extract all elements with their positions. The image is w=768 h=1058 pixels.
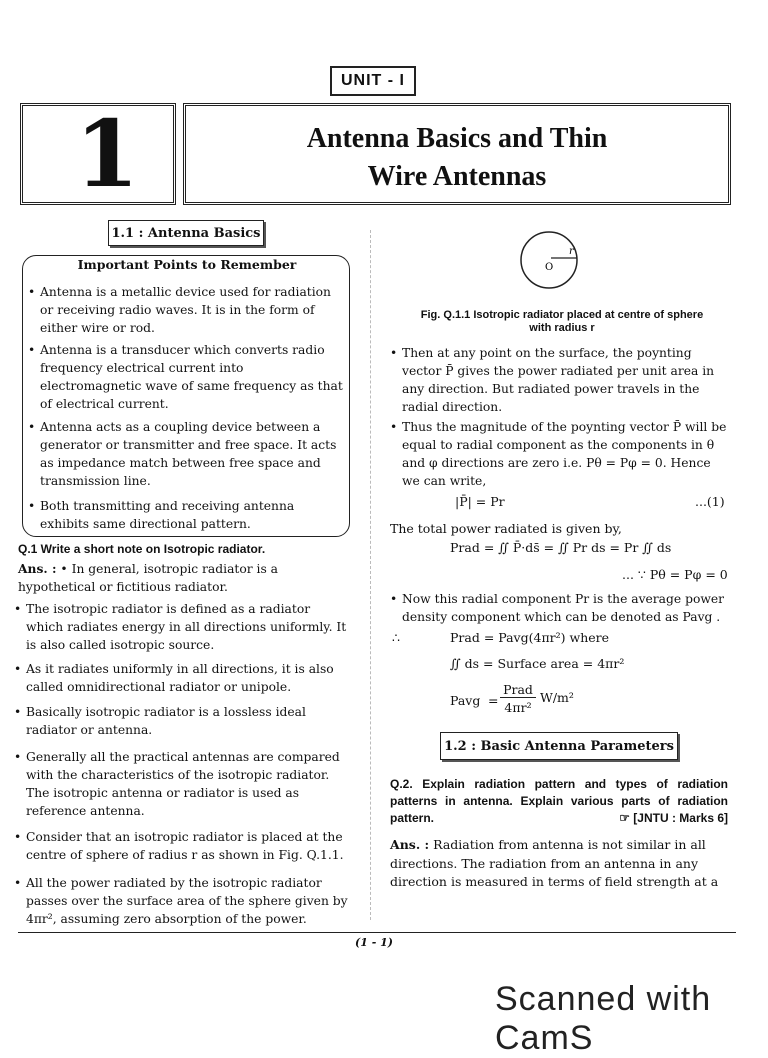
important-points-title: Important Points to Remember (77, 257, 297, 272)
radius-label: r (569, 246, 574, 257)
section-heading-1-1: 1.1 : Antenna Basics (108, 220, 264, 246)
origin-label: O (545, 262, 554, 273)
answer-1-bullet: • The isotropic radiator is defined as a radiator which radiates energy in all directions uniformly. It is also called isotropic source. (14, 602, 347, 652)
bullet-dot-icon: • (14, 876, 22, 890)
question-1: Q.1 Write a short note on Isotropic radiator. (18, 542, 266, 556)
equation-4: ∬ ds = Surface area = 4πr² (450, 656, 625, 671)
chapter-title-line1: Antenna Basics and Thin (306, 123, 608, 154)
bullet-dot-icon: • (14, 705, 22, 719)
answer-1-intro: Ans. : • In general, isotropic radiator is a hypothetical or fictitious radiator. (18, 561, 279, 594)
bullet-dot-icon: • (14, 662, 22, 676)
bullet-dot-icon: • (14, 830, 22, 844)
bullet-dot-icon: • (28, 499, 36, 513)
chapter-title-box (183, 103, 731, 205)
unit-label: UNIT - I (330, 66, 416, 96)
answer-1-bullet: • Consider that an isotropic radiator is placed at the centre of sphere of radius r as shown in Fig. Q.1.1. (14, 830, 344, 862)
bullet-dot-icon: • (14, 602, 22, 616)
equation-2: Prad = ∬ P̄·ds̄ = ∬ Pr ds = Pr ∬ ds (450, 540, 672, 555)
equation-5-lhs: Pavg (450, 693, 481, 708)
chapter-number-box (20, 100, 176, 208)
answer-2: Ans. : Radiation from antenna is not similar in all directions. The radiation from an antenna in any direction is measured in terms of field strength at a (390, 837, 719, 889)
page-number: (1 - 1) (355, 936, 393, 949)
bullet-dot-icon: • (14, 750, 22, 764)
bullet-dot-icon: • (390, 420, 398, 434)
paragraph-bullet: • Then at any point on the surface, the poynting vector P̄ gives the power radiated per unit area in any direction. But radiated power travels in the radial direction. (390, 346, 715, 414)
page-bottom-rule (18, 932, 736, 933)
question-2: Q.2. Explain radiation pattern and types of radiation patterns in antenna. Explain various parts of radiation pattern. ☞ [JNTU : Marks 6] (390, 777, 728, 825)
paragraph-bullet: • Thus the magnitude of the poynting vector P̄ will be equal to radial component as the components in θ and φ directions are zero i.e. Pθ = Pφ = 0. Hence we can write, (390, 420, 727, 488)
chapter-number: 1 (75, 100, 140, 208)
figure-caption: Fig. Q.1.1 Isotropic radiator placed at centre of sphere with radius r (420, 309, 704, 334)
point-item: • Antenna is a transducer which converts radio frequency electrical current into electromagnetic wave of same frequency as that of electrical current. (28, 343, 343, 411)
equation-5-numerator: Prad (500, 682, 536, 698)
column-divider (370, 230, 371, 920)
paragraph-bullet: • Now this radial component Pr is the average power density component which can be denoted as Pavg . (390, 592, 725, 624)
exam-tag: ☞ [JNTU : Marks 6] (619, 811, 728, 825)
point-item: • Antenna is a metallic device used for radiation or receiving radio waves. It is in the form of either wire or rod. (28, 285, 331, 335)
bullet-dot-icon: • (28, 285, 36, 299)
section-heading-1-2: 1.2 : Basic Antenna Parameters (440, 732, 678, 760)
point-item: • Both transmitting and receiving antenna exhibits same directional pattern. (28, 499, 295, 531)
sphere-circle (521, 232, 577, 288)
bullet-dot-icon: • (390, 592, 398, 606)
sphere-figure (515, 228, 585, 290)
equation-3: Prad = Pavg(4πr²) where (450, 630, 610, 645)
answer-1-bullet: • All the power radiated by the isotropic radiator passes over the surface area of the sphere given by 4πr², assuming zero absorption of the power. (14, 876, 348, 926)
answer-1-bullet: • As it radiates uniformly in all directions, it is also called omnidirectional radiator or unipole. (14, 662, 334, 694)
chapter-title (186, 120, 728, 196)
answer-1-bullet: • Generally all the practical antennas are compared with the characteristics of the isotropic radiator. The isotropic antenna or radiator is used as reference antenna. (14, 750, 340, 818)
chapter-title-line2: Wire Antennas (367, 161, 547, 192)
answer-1-bullet: • Basically isotropic radiator is a lossless ideal radiator or antenna. (14, 705, 306, 737)
bullet-dot-icon: • (28, 343, 36, 357)
point-item: • Antenna acts as a coupling device between a generator or transmitter and free space. It acts as impedance match between free space and transmission line. (28, 420, 337, 488)
bullet-dot-icon: • (28, 420, 36, 434)
equation-5-unit: W/m² (540, 690, 574, 705)
total-power-text: The total power radiated is given by, (390, 521, 622, 536)
equation-1-number: ...(1) (695, 494, 725, 509)
equation-2-note: ... ∵ Pθ = Pφ = 0 (622, 567, 728, 582)
scanner-watermark: Scanned with CamS (495, 980, 712, 1057)
equation-1: |P̄| = Pr (455, 494, 505, 509)
bullet-dot-icon: • (390, 346, 398, 360)
equation-5-denominator: 4πr² (504, 700, 532, 715)
therefore-symbol: ∴ (392, 630, 400, 645)
